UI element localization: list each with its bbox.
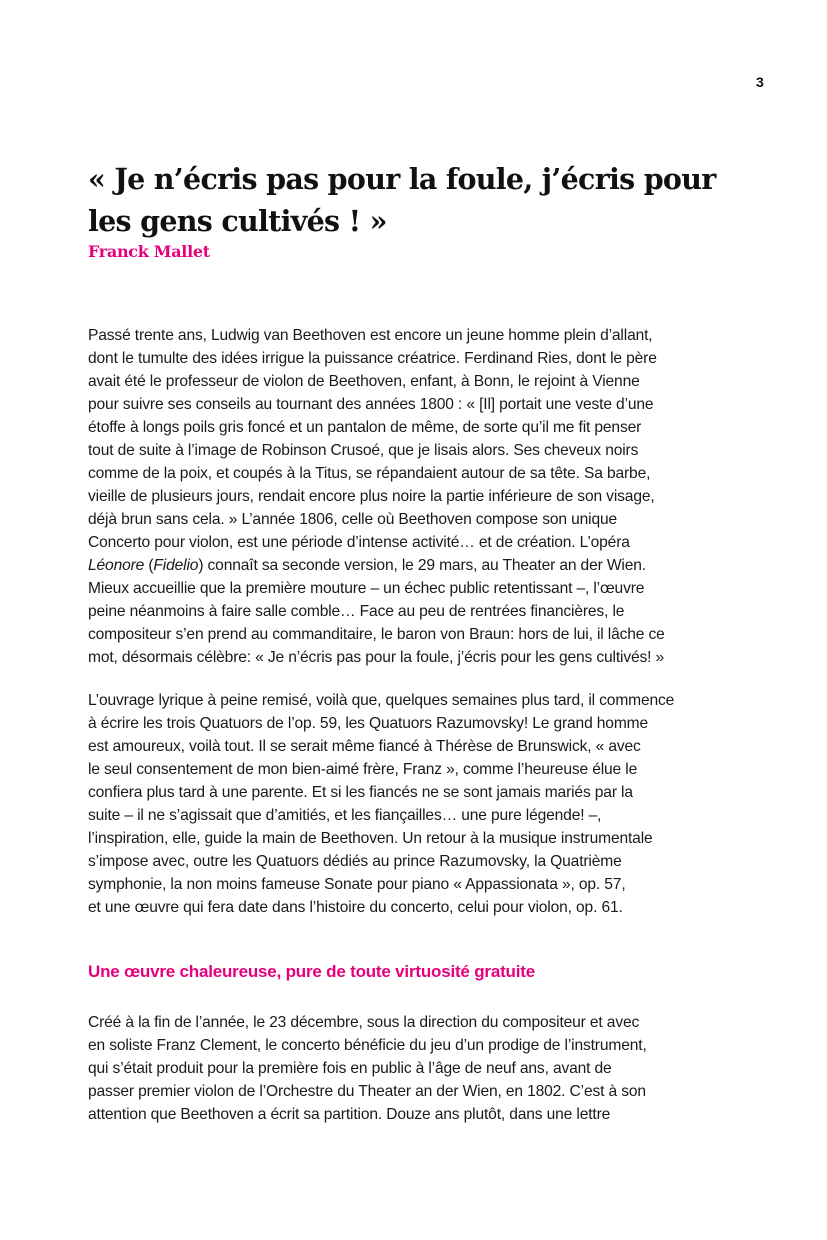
text-line: étoffe à longs poils gris foncé et un pantalon de même, de sorte qu’il me fit penser [88,419,642,436]
opera-title-leonore: Léonore [88,557,145,574]
author-name: Franck Mallet [88,242,210,261]
text-line: Créé à la fin de l’année, le 23 décembre, sous la direction du compositeur et avec [88,1014,640,1031]
text-line: Léonore (Fidelio) connaît sa seconde version, le 29 mars, au Theater an der Wien. [88,557,646,574]
text-line: symphonie, la non moins fameuse Sonate pour piano « Appassionata », op. 57, [88,876,626,893]
paragraph-1 [88,324,742,669]
text-line: passer premier violon de l’Orchestre du Theater an der Wien, en 1802. C’est à son [88,1083,646,1100]
section-subheading: Une œuvre chaleureuse, pure de toute virtuosité gratuite [88,962,535,981]
opera-title-fidelio: Fidelio [153,557,199,574]
text-line: en soliste Franz Clement, le concerto bénéficie du jeu d’un prodige de l’instrument, [88,1037,647,1054]
paragraph-2 [88,689,742,919]
text-line: compositeur s’en prend au commanditaire, le baron von Braun: hors de lui, il lâche ce [88,626,665,643]
article-title [88,158,768,242]
text-line: L’ouvrage lyrique à peine remisé, voilà que, quelques semaines plus tard, il commence [88,692,675,709]
text-line: pour suivre ses conseils au tournant des années 1800 : « [Il] portait une veste d’une [88,396,654,413]
text-line: et une œuvre qui fera date dans l’histoire du concerto, celui pour violon, op. 61. [88,899,623,916]
paragraph-3 [88,1011,742,1126]
text-line: tout de suite à l’image de Robinson Crusoé, que je lisais alors. Ses cheveux noirs [88,442,639,459]
text-line: le seul consentement de mon bien-aimé frère, Franz », comme l’heureuse élue le [88,761,638,778]
text-line: à écrire les trois Quatuors de l’op. 59, les Quatuors Razumovsky! Le grand homme [88,715,649,732]
text-line: Passé trente ans, Ludwig van Beethoven est encore un jeune homme plein d’allant, [88,327,653,344]
text-line: l’inspiration, elle, guide la main de Beethoven. Un retour à la musique instrumentale [88,830,653,847]
text-line: suite – il ne s’agissait que d’amitiés, et les fiançailles… une pure légende! –, [88,807,602,824]
page-number: 3 [756,74,764,90]
text-line: mot, désormais célèbre: « Je n’écris pas pour la foule, j’écris pour les gens cultivés! » [88,649,665,666]
text-line: avait été le professeur de violon de Beethoven, enfant, à Bonn, le rejoint à Vienne [88,373,640,390]
text-line: comme de la poix, et coupés à la Titus, se répandaient autour de sa tête. Sa barbe, [88,465,651,482]
text-line: s’impose avec, outre les Quatuors dédiés au prince Razumovsky, la Quatrième [88,853,622,870]
text-line: peine néanmoins à faire salle comble… Face au peu de rentrées financières, le [88,603,625,620]
text-line: dont le tumulte des idées irrigue la puissance créatrice. Ferdinand Ries, dont le père [88,350,657,367]
text-line: Mieux accueillie que la première mouture – un échec public retentissant –, l’œuvre [88,580,645,597]
text-line: est amoureux, voilà tout. Il se serait même fiancé à Thérèse de Brunswick, « avec [88,738,641,755]
text-line: Concerto pour violon, est une période d’intense activité… et de création. L’opéra [88,534,630,551]
text-line: vieille de plusieurs jours, rendait encore plus noire la partie inférieure de son visage, [88,488,655,505]
text-line: attention que Beethoven a écrit sa partition. Douze ans plutôt, dans une lettre [88,1106,611,1123]
title-line: « Je n’écris pas pour la foule, j’écris pour [88,162,716,196]
text-line: déjà brun sans cela. » L’année 1806, celle où Beethoven compose son unique [88,511,618,528]
text-line: confiera plus tard à une parente. Et si les fiancés ne se sont jamais mariés par la [88,784,633,801]
text-line: qui s’était produit pour la première fois en public à l’âge de neuf ans, avant de [88,1060,612,1077]
title-line: les gens cultivés ! » [88,204,387,238]
